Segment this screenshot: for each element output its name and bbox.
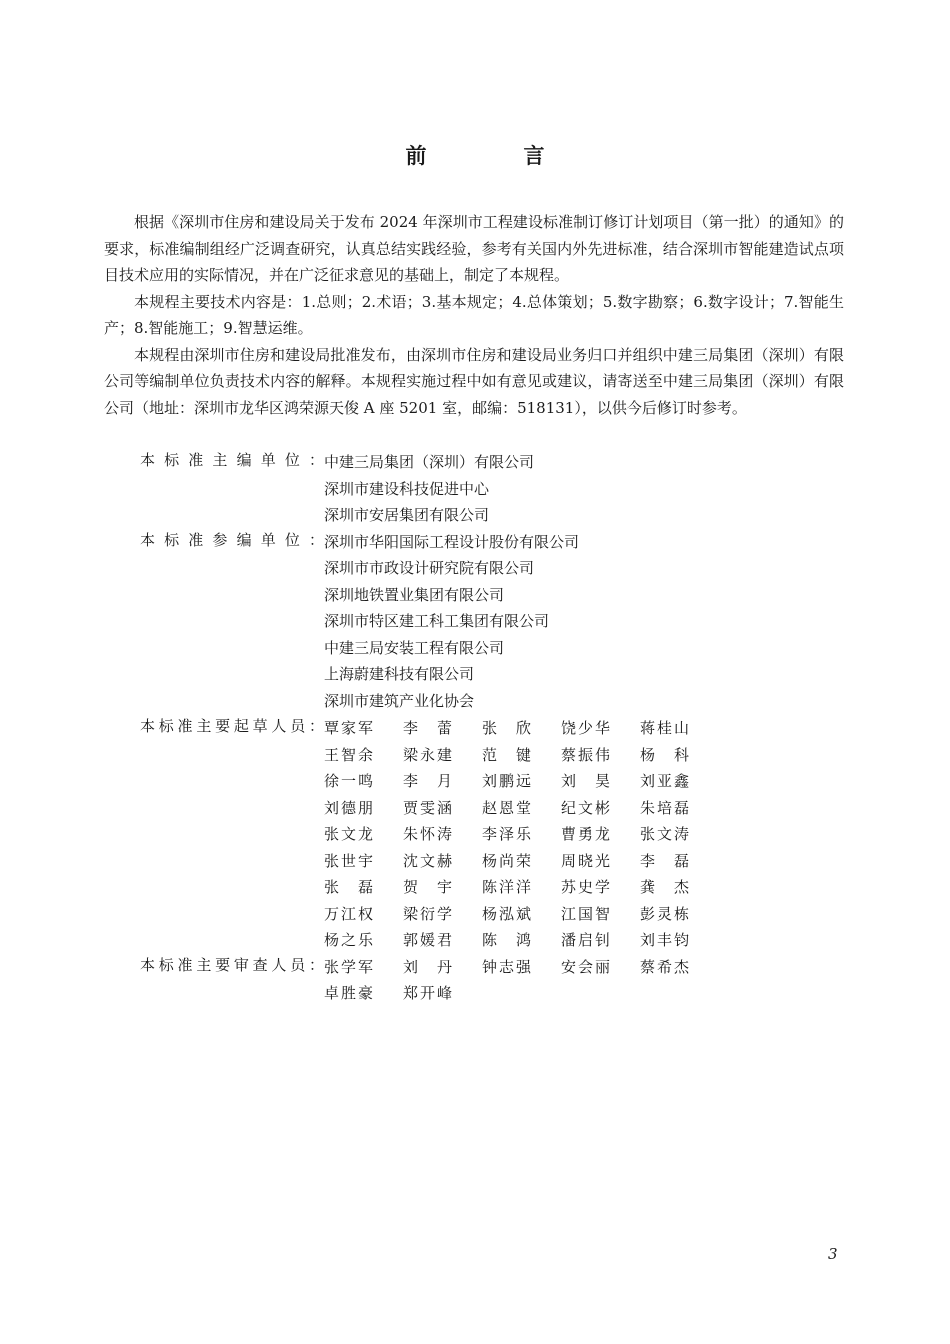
person-name: 杨科: [640, 745, 689, 764]
person-name: 龚杰: [640, 878, 689, 896]
person-name: 卓胜豪: [324, 984, 373, 1002]
person-name: 陈洋洋: [482, 878, 531, 896]
name-row: [324, 768, 719, 795]
unit-item: 深圳市特区建工科工集团有限公司: [324, 612, 550, 630]
name-row: [324, 715, 719, 742]
person-name: 刘昊: [561, 772, 610, 790]
person-name: 蔡希杰: [640, 957, 689, 976]
name-row: [324, 742, 719, 769]
person-name: 李蕾: [403, 719, 452, 737]
paragraph-background: 根据《深圳市住房和建设局关于发布 2024 年深圳市工程建设标准制订修订计划项目（第一批）的通知》的要求，标准编制组经广泛调查研究，认真总结实践经验，参考有关国内外先进标准，结合深圳市智能建造试点项目技术应用的实际情况，并在广泛征求意见的基础上，制定了本规程。: [104, 213, 844, 284]
person-name: 彭灵栋: [640, 904, 689, 923]
person-name: 万江权: [324, 904, 373, 923]
person-name: 杨泓斌: [482, 904, 531, 923]
unit-item: 深圳市建设科技促进中心: [324, 479, 490, 498]
chief-units-list: [324, 449, 534, 529]
person-name: 潘启钊: [561, 931, 610, 949]
person-name: 江国智: [561, 904, 610, 923]
personnel-section: [140, 715, 719, 1007]
person-name: 李磊: [640, 851, 689, 870]
unit-item: 深圳市华阳国际工程设计股份有限公司: [324, 532, 580, 551]
person-name: 张学军: [324, 957, 373, 976]
name-row: [324, 980, 719, 1007]
person-name: 张欣: [482, 719, 531, 737]
unit-item: 深圳市安居集团有限公司: [324, 506, 490, 524]
unit-item: 中建三局安装工程有限公司: [324, 638, 505, 657]
person-name: 徐一鸣: [324, 772, 373, 790]
person-name: 蒋桂山: [640, 719, 689, 737]
person-name: 范键: [482, 745, 531, 764]
chief-units-label: 本标准主编单位：: [140, 451, 324, 469]
name-row: [324, 954, 719, 981]
person-name: 纪文彬: [561, 798, 610, 817]
name-row: [324, 874, 719, 901]
person-name: 张世宇: [324, 851, 373, 870]
person-name: 周晓光: [561, 851, 610, 870]
participating-units-list: [324, 529, 579, 715]
name-row: [324, 901, 719, 928]
person-name: 贺宇: [403, 878, 452, 896]
person-name: 苏史学: [561, 878, 610, 896]
person-name: 钟志强: [482, 957, 531, 976]
reviewers-label: 本标准主要审查人员：: [140, 955, 324, 974]
name-row: [324, 795, 719, 822]
person-name: 刘鹏远: [482, 772, 531, 790]
name-row: [324, 821, 719, 848]
person-name: 刘丹: [403, 957, 452, 976]
chief-units-block: [140, 449, 579, 529]
person-name: 赵恩堂: [482, 798, 531, 817]
person-name: 王智余: [324, 745, 373, 764]
drafters-grid: [324, 715, 719, 954]
name-row: [324, 848, 719, 875]
person-name: 张文龙: [324, 825, 373, 843]
participating-units-label: 本标准参编单位：: [140, 530, 324, 549]
person-name: 朱怀涛: [403, 825, 452, 843]
person-name: 郭媛君: [403, 931, 452, 949]
reviewers-grid: [324, 954, 719, 1007]
unit-item: 上海蔚建科技有限公司: [324, 665, 475, 683]
person-name: 蔡振伟: [561, 745, 610, 764]
drafters-block: [140, 715, 719, 954]
paragraph-interpretation: 本规程由深圳市住房和建设局批准发布，由深圳市住房和建设局业务归口并组织中建三局集团（深圳）有限公司等编制单位负责技术内容的解释。本规程实施过程中如有意见或建议，请寄送至中建三局集团（深圳）有限公司（地址：深圳市龙华区鸿荣源天俊 A 座 5201 室，邮编：518131），以供今后修订时参考。: [104, 345, 844, 417]
person-name: 梁衍学: [403, 904, 452, 923]
person-name: 安会丽: [561, 957, 610, 976]
person-name: 杨之乐: [324, 931, 373, 949]
person-name: 杨尚荣: [482, 851, 531, 870]
editing-units-section: [140, 449, 579, 714]
person-name: 张文涛: [640, 825, 689, 843]
unit-item: 深圳市建筑产业化协会: [324, 691, 475, 710]
person-name: 刘丰钧: [640, 931, 689, 949]
drafters-label: 本标准主要起草人员：: [140, 717, 324, 735]
reviewers-block: [140, 954, 719, 1007]
person-name: 李泽乐: [482, 825, 531, 843]
paragraph-contents: 本规程主要技术内容是：1.总则；2.术语；3.基本规定；4.总体策划；5.数字勘察；6.数字设计；7.智能生产；8.智能施工；9.智慧运维。: [104, 292, 844, 337]
participating-units-block: [140, 529, 579, 715]
person-name: 曹勇龙: [561, 825, 610, 843]
person-name: 覃家军: [324, 719, 373, 737]
person-name: 沈文赫: [403, 851, 452, 870]
unit-item: 深圳地铁置业集团有限公司: [324, 585, 505, 604]
name-row: [324, 927, 719, 954]
page-number: 3: [828, 1245, 838, 1263]
person-name: 朱培磊: [640, 798, 689, 817]
preface-body: [104, 209, 844, 421]
person-name: 贾雯涵: [403, 798, 452, 817]
person-name: 刘亚鑫: [640, 772, 689, 790]
person-name: 李月: [403, 772, 452, 790]
person-name: 陈鸿: [482, 931, 531, 949]
person-name: 饶少华: [561, 719, 610, 737]
page-title: 前 言: [405, 143, 583, 168]
unit-item: 中建三局集团（深圳）有限公司: [324, 453, 535, 471]
person-name: 梁永建: [403, 745, 452, 764]
person-name: 郑开峰: [403, 984, 452, 1002]
person-name: 刘德朋: [324, 798, 373, 817]
unit-item: 深圳市市政设计研究院有限公司: [324, 559, 535, 577]
person-name: 张磊: [324, 878, 373, 896]
